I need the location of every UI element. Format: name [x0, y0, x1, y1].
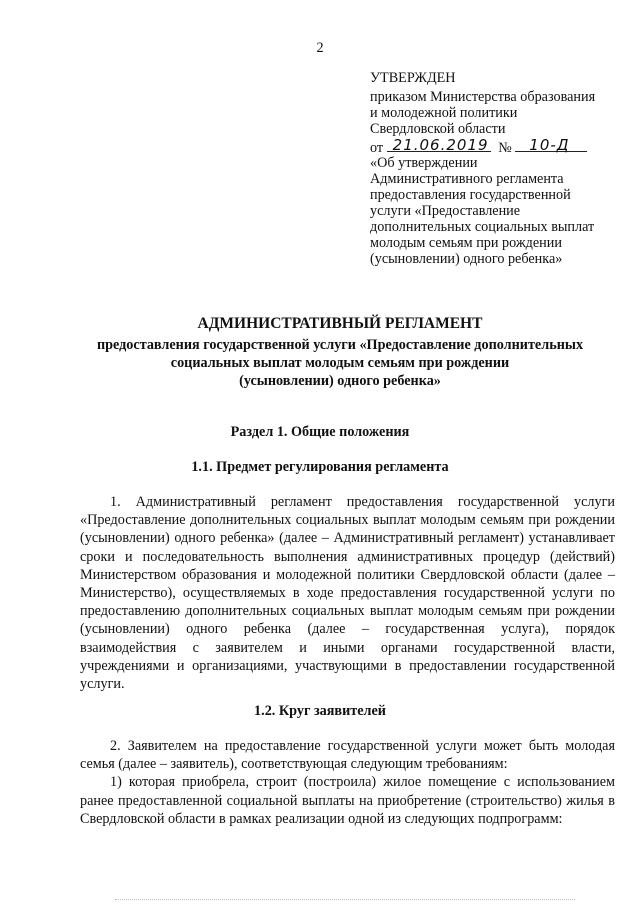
- approval-heading: УТВЕРЖДЕН: [370, 70, 456, 86]
- subject-line: предоставления государственной: [370, 187, 571, 203]
- title-main: АДМИНИСТРАТИВНЫЙ РЕГЛАМЕНТ: [197, 315, 483, 332]
- title-subline: (усыновлении) одного ребенка»: [239, 373, 441, 389]
- approval-line: и молодежной политики: [370, 105, 518, 121]
- document-title: [60, 316, 620, 390]
- subject-line: Административного регламента: [370, 171, 564, 187]
- order-date-number-line: [370, 137, 632, 155]
- subject-line: услуги «Предоставление: [370, 203, 521, 219]
- page-bottom-rule: [115, 899, 575, 900]
- approval-block: [370, 70, 632, 267]
- handwritten-date: 21.06.2019: [392, 136, 489, 154]
- approval-line: Свердловской области: [370, 121, 506, 137]
- approval-line: приказом Министерства образования: [370, 89, 596, 105]
- section-heading: Раздел 1. Общие положения: [230, 424, 410, 440]
- title-subline: социальных выплат молодым семьям при рождении: [170, 355, 510, 371]
- order-number-field: [515, 137, 587, 152]
- subject-line: молодым семьям при рождении: [370, 235, 562, 251]
- number-prefix: №: [498, 140, 512, 156]
- paragraph-text: 1. Административный регламент предоставления государственной услуги «Предоставление дополнительных социальных выплат молодым семьям при рождении (усыновлении) одного ребенка» (далее – Административный регламент) устанавливает сроки и последовательность выполнения административных процедур (действий) Министерством образования и молодежной политики Свердловской области (далее – Министерство), осуществляемых в ходе предоставления государственной услуги по предоставлению дополнительных социальных выплат молодым семьям при рождении (усыновлении) одного ребенка (далее – государственная услуга), порядок взаимодействия с заявителем и иными органами государственной власти, учреждениями и организациями, участвующими в предоставлении государственной услуги.: [80, 494, 615, 693]
- subsection-heading: 1.1. Предмет регулирования регламента: [191, 459, 449, 475]
- title-subline: предоставления государственной услуги «Предоставление дополнительных: [96, 337, 584, 353]
- paragraph-2: [80, 737, 615, 828]
- paragraph-1: [80, 493, 615, 693]
- paragraph-text: 2. Заявителем на предоставление государственной услуги может быть молодая семья (далее – заявитель), соответствующая следующим требованиям:: [80, 738, 615, 773]
- paragraph-text: 1) которая приобрела, строит (построила) жилое помещение с использованием ранее предоставленной социальной выплаты на приобретение (строительство) жилья в Свердловской области в рамках реализации одной из следующих подпрограмм:: [80, 774, 615, 827]
- handwritten-number: 10-Д: [529, 136, 570, 154]
- page-number: 2: [316, 40, 324, 56]
- order-date-field: [387, 137, 491, 152]
- subject-line: «Об утверждении: [370, 155, 478, 171]
- subject-line: (усыновлении) одного ребенка»: [370, 251, 563, 267]
- subsection-heading: 1.2. Круг заявителей: [254, 703, 386, 719]
- date-prefix: от: [370, 140, 384, 156]
- subject-line: дополнительных социальных выплат: [370, 219, 595, 235]
